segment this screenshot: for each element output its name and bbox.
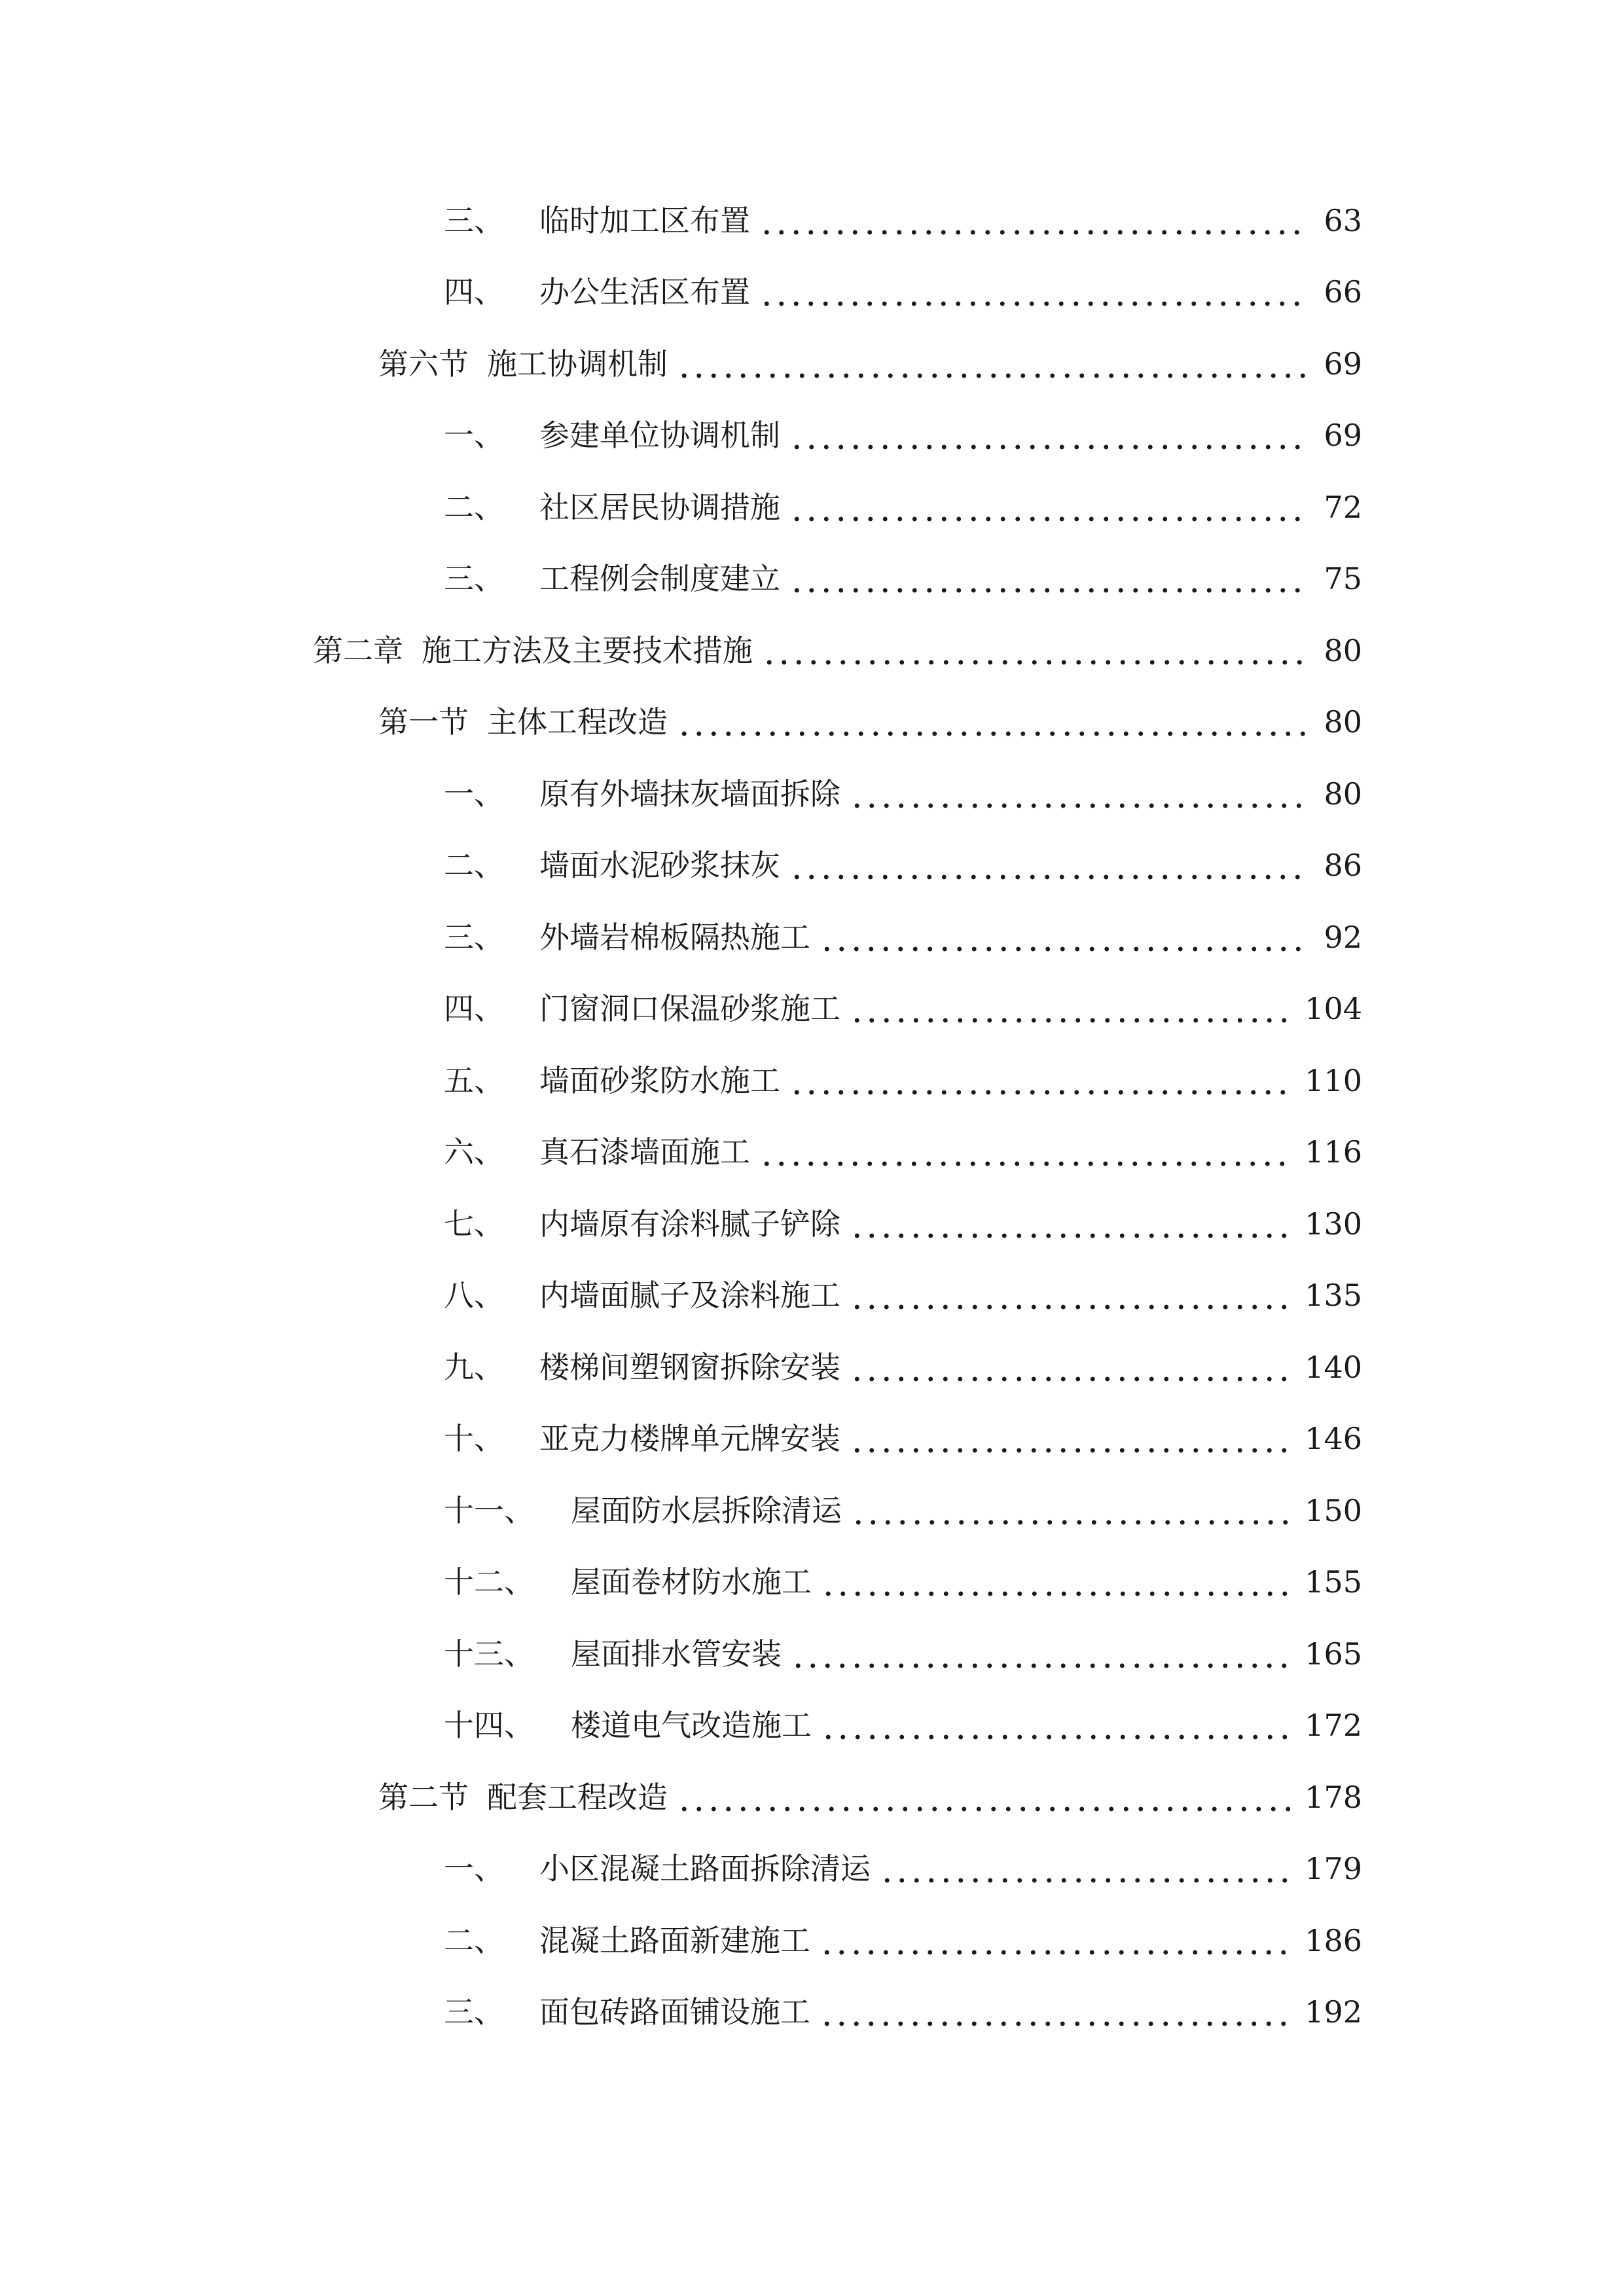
dot-leader xyxy=(791,1641,1290,1672)
toc-entry-number: 十二、 xyxy=(444,1564,534,1600)
toc-entry-number: 三、 xyxy=(444,561,504,597)
dot-leader xyxy=(759,1139,1290,1170)
toc-chapter-entry[interactable] xyxy=(0,615,1624,687)
toc-entry-title: 原有外墙抹灰墙面拆除 xyxy=(539,776,840,812)
toc-entry[interactable] xyxy=(0,1188,1624,1260)
toc-entry-page: 69 xyxy=(1324,346,1362,382)
toc-entry-page: 92 xyxy=(1324,919,1362,955)
toc-entry-number: 三、 xyxy=(444,202,504,238)
toc-entry[interactable] xyxy=(0,400,1624,472)
dot-leader xyxy=(820,1928,1290,1958)
dot-leader xyxy=(821,1570,1290,1600)
toc-entry[interactable] xyxy=(0,1117,1624,1189)
toc-entry-title: 施工协调机制 xyxy=(487,346,668,382)
toc-entry[interactable] xyxy=(0,973,1624,1045)
dot-leader xyxy=(850,1426,1290,1456)
toc-entry[interactable] xyxy=(0,1977,1624,2049)
toc-entry-number: 十四、 xyxy=(444,1708,534,1744)
toc-entry-page: 86 xyxy=(1324,848,1362,884)
toc-entry-title: 混凝土路面新建施工 xyxy=(539,1922,810,1958)
toc-entry-title: 楼道电气改造施工 xyxy=(571,1708,812,1744)
dot-leader xyxy=(677,1785,1290,1815)
dot-leader xyxy=(880,1856,1290,1886)
toc-entry-title: 办公生活区布置 xyxy=(539,274,750,310)
dot-leader xyxy=(821,1713,1290,1743)
toc-entry-page: 104 xyxy=(1305,991,1362,1027)
table-of-contents xyxy=(0,185,1624,2048)
toc-entry[interactable] xyxy=(0,1331,1624,1403)
toc-entry-number: 八、 xyxy=(444,1278,504,1314)
toc-section-entry[interactable] xyxy=(0,687,1624,759)
dot-leader xyxy=(820,925,1309,955)
toc-entry-number: 三、 xyxy=(444,1994,504,2030)
dot-leader xyxy=(850,1355,1290,1385)
toc-entry-number: 一、 xyxy=(444,418,504,454)
toc-entry-number: 一、 xyxy=(444,1851,504,1887)
toc-entry-title: 内墙原有涂料腻子铲除 xyxy=(539,1206,840,1242)
toc-entry[interactable] xyxy=(0,1833,1624,1905)
toc-entry-page: 178 xyxy=(1305,1779,1362,1815)
toc-entry[interactable] xyxy=(0,1403,1624,1475)
toc-entry-title: 参建单位协调机制 xyxy=(539,418,780,454)
toc-entry-page: 135 xyxy=(1305,1278,1362,1314)
toc-entry-title: 小区混凝土路面拆除清运 xyxy=(539,1851,871,1887)
toc-entry[interactable] xyxy=(0,1045,1624,1117)
toc-entry-page: 186 xyxy=(1305,1922,1362,1958)
dot-leader xyxy=(789,423,1309,453)
toc-entry-number: 二、 xyxy=(444,848,504,884)
toc-entry-page: 75 xyxy=(1324,561,1362,597)
dot-leader xyxy=(789,1068,1290,1098)
toc-entry-title: 临时加工区布置 xyxy=(539,202,750,238)
toc-entry-title: 真石漆墙面施工 xyxy=(539,1134,750,1170)
toc-entry-page: 130 xyxy=(1305,1206,1362,1242)
toc-entry-title: 社区居民协调措施 xyxy=(539,489,780,525)
toc-entry[interactable] xyxy=(0,901,1624,973)
toc-entry-page: 155 xyxy=(1305,1564,1362,1600)
toc-entry-number: 十一、 xyxy=(444,1492,534,1528)
toc-entry-page: 140 xyxy=(1305,1349,1362,1385)
toc-entry-title: 配套工程改造 xyxy=(487,1779,668,1815)
toc-entry-title: 亚克力楼牌单元牌安装 xyxy=(539,1421,840,1457)
toc-entry[interactable] xyxy=(0,1475,1624,1547)
toc-entry-page: 116 xyxy=(1305,1134,1362,1170)
toc-entry-number: 四、 xyxy=(444,274,504,310)
toc-entry[interactable] xyxy=(0,758,1624,830)
toc-entry[interactable] xyxy=(0,1260,1624,1332)
toc-entry-number: 六、 xyxy=(444,1134,504,1170)
toc-entry-title: 施工方法及主要技术措施 xyxy=(422,632,753,668)
dot-leader xyxy=(789,495,1309,525)
toc-section-entry[interactable] xyxy=(0,1761,1624,1833)
toc-entry-title: 屋面卷材防水施工 xyxy=(571,1564,812,1600)
toc-entry-number: 二、 xyxy=(444,1922,504,1958)
toc-entry[interactable] xyxy=(0,830,1624,902)
toc-entry-page: 146 xyxy=(1305,1421,1362,1457)
toc-entry[interactable] xyxy=(0,257,1624,329)
toc-entry-title: 外墙岩棉板隔热施工 xyxy=(539,919,810,955)
toc-entry-page: 72 xyxy=(1324,489,1362,525)
dot-leader xyxy=(820,2000,1290,2030)
toc-entry-title: 工程例会制度建立 xyxy=(539,561,780,597)
dot-leader xyxy=(851,1498,1290,1528)
toc-entry-page: 80 xyxy=(1324,632,1362,668)
dot-leader xyxy=(677,709,1309,740)
dot-leader xyxy=(850,996,1290,1026)
toc-entry[interactable] xyxy=(0,1547,1624,1619)
toc-entry-title: 主体工程改造 xyxy=(487,704,668,740)
toc-entry[interactable] xyxy=(0,1690,1624,1762)
toc-entry[interactable] xyxy=(0,1618,1624,1690)
dot-leader xyxy=(850,1211,1290,1242)
toc-entry-number: 第二节 xyxy=(378,1779,469,1815)
toc-entry-number: 第一节 xyxy=(378,704,469,740)
dot-leader xyxy=(789,853,1309,883)
dot-leader xyxy=(677,351,1309,382)
toc-entry-title: 面包砖路面铺设施工 xyxy=(539,1994,810,2030)
toc-entry-page: 110 xyxy=(1305,1062,1362,1098)
toc-entry-page: 179 xyxy=(1305,1851,1362,1887)
dot-leader xyxy=(850,781,1309,812)
toc-entry-number: 十三、 xyxy=(444,1636,534,1672)
toc-entry-number: 七、 xyxy=(444,1206,504,1242)
toc-entry-page: 66 xyxy=(1324,274,1362,310)
toc-section-entry[interactable] xyxy=(0,328,1624,400)
toc-entry-number: 五、 xyxy=(444,1062,504,1098)
toc-entry-page: 172 xyxy=(1305,1708,1362,1744)
dot-leader xyxy=(759,279,1309,310)
toc-entry-title: 门窗洞口保温砂浆施工 xyxy=(539,991,840,1027)
dot-leader xyxy=(789,566,1309,596)
toc-entry-number: 九、 xyxy=(444,1349,504,1385)
toc-entry-page: 63 xyxy=(1324,202,1362,238)
toc-entry-title: 墙面水泥砂浆抹灰 xyxy=(539,848,780,884)
toc-entry-number: 一、 xyxy=(444,776,504,812)
toc-entry-title: 墙面砂浆防水施工 xyxy=(539,1062,780,1098)
toc-entry-number: 十、 xyxy=(444,1421,504,1457)
toc-entry-number: 第二章 xyxy=(313,632,403,668)
toc-entry[interactable] xyxy=(0,543,1624,615)
toc-entry-title: 屋面排水管安装 xyxy=(571,1636,782,1672)
toc-entry[interactable] xyxy=(0,471,1624,543)
toc-entry-page: 165 xyxy=(1305,1636,1362,1672)
toc-entry-number: 四、 xyxy=(444,991,504,1027)
toc-entry-title: 屋面防水层拆除清运 xyxy=(571,1492,842,1528)
toc-entry-number: 二、 xyxy=(444,489,504,525)
toc-entry[interactable] xyxy=(0,185,1624,257)
toc-entry-title: 内墙面腻子及涂料施工 xyxy=(539,1278,840,1314)
toc-entry-page: 150 xyxy=(1305,1492,1362,1528)
toc-entry-title: 楼梯间塑钢窗拆除安装 xyxy=(539,1349,840,1385)
toc-entry-number: 三、 xyxy=(444,919,504,955)
toc-entry-page: 80 xyxy=(1324,704,1362,740)
toc-entry-page: 192 xyxy=(1305,1994,1362,2030)
toc-entry[interactable] xyxy=(0,1905,1624,1977)
dot-leader xyxy=(850,1283,1290,1313)
dot-leader xyxy=(762,638,1309,668)
toc-entry-number: 第六节 xyxy=(378,346,469,382)
toc-entry-page: 80 xyxy=(1324,776,1362,812)
toc-entry-page: 69 xyxy=(1324,418,1362,454)
dot-leader xyxy=(759,208,1309,238)
